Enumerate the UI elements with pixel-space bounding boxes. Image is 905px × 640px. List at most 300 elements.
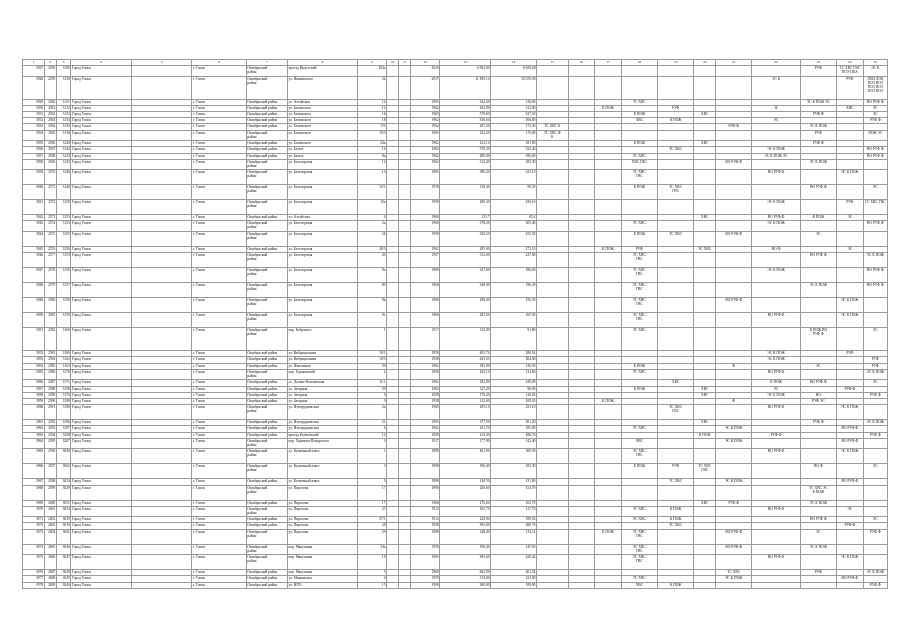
table-cell — [399, 130, 411, 141]
table-cell: 248,40 — [440, 529, 491, 544]
table-cell — [595, 328, 622, 351]
table-cell: 2569 — [44, 159, 56, 170]
table-cell: Октябрьский район — [246, 464, 287, 479]
table-cell: ТС ХВС — [621, 576, 657, 582]
table-cell — [752, 159, 800, 170]
table-cell: ВО РУФ Ф — [863, 147, 887, 153]
table-cell — [387, 449, 399, 464]
table-cell: ул. Белых — [287, 153, 357, 159]
table-cell: ТС ХВС ГВС — [621, 313, 657, 328]
table-cell: ул. Белозерская — [287, 253, 357, 268]
table-cell — [568, 253, 595, 268]
table-cell: Город Томск — [71, 328, 131, 351]
table-cell: Ф — [716, 398, 752, 404]
table-cell — [752, 438, 800, 449]
table-cell: 3153 — [56, 221, 71, 232]
table-cell — [837, 130, 864, 141]
table-cell: 3938 — [23, 159, 45, 170]
table-cell: ул. Белозерская — [287, 185, 357, 200]
table-cell: 3952 — [23, 351, 45, 357]
table-cell: 2560 — [44, 99, 56, 105]
table-cell: 133,7 — [440, 215, 491, 221]
table-cell: 1958 — [411, 200, 440, 215]
table-row — [23, 529, 888, 544]
table-cell — [568, 170, 595, 185]
table-cell: Октябрьский район — [246, 386, 287, 392]
table-cell: ХВС — [837, 105, 864, 111]
table-cell: 3941 — [23, 200, 45, 215]
table-cell: ТС ХВС — [621, 426, 657, 432]
table-cell: г. Томск — [192, 215, 246, 221]
table-cell — [752, 544, 800, 555]
table-cell: РУФ Ф — [863, 529, 887, 544]
table-cell: ул. Загорная — [287, 398, 357, 404]
table-cell: ул. Пирогова — [287, 517, 357, 523]
table-cell — [694, 529, 716, 544]
table-cell — [658, 253, 694, 268]
table-cell: Город Томск — [71, 576, 131, 582]
table-cell — [131, 529, 191, 544]
table-cell: Город Томск — [71, 357, 131, 363]
table-cell: ХВС — [694, 111, 716, 117]
table-cell: ТС ХВС ГВС — [621, 253, 657, 268]
table-cell: 173,30 — [491, 124, 537, 130]
table-cell — [131, 221, 191, 232]
table-cell: К ПОЖ — [621, 232, 657, 247]
table-cell: Октябрьский район — [246, 76, 287, 99]
table-cell: ВО РУФ Ф — [863, 99, 887, 105]
table-cell: ЭС К ПОЖ — [863, 570, 887, 576]
table-cell — [595, 438, 622, 449]
table-cell: 8а — [358, 268, 387, 283]
table-cell: 3932 — [23, 118, 45, 124]
table-cell — [537, 405, 568, 420]
table-cell: 2а — [358, 405, 387, 420]
table-cell — [595, 582, 622, 588]
table-cell — [716, 66, 752, 77]
table-cell: 120,03 — [491, 392, 537, 398]
table-cell: ЭС — [752, 118, 800, 124]
table-cell: 249,00 — [491, 380, 537, 386]
table-cell: 142,40 — [491, 438, 537, 449]
table-cell: Город Томск — [71, 438, 131, 449]
table-cell: ЭС — [863, 328, 887, 351]
table-cell: Город Томск — [71, 523, 131, 529]
table-cell: ХВС — [694, 392, 716, 398]
table-cell: 1962 — [411, 247, 440, 253]
table-cell: ВО РУФ Ф — [863, 153, 887, 159]
table-cell: 3929 — [23, 99, 45, 105]
table-cell: 13/1 — [358, 185, 387, 200]
table-row — [23, 130, 888, 141]
table-cell: Октябрьский район — [246, 232, 287, 247]
table-cell: пер. Горьковский — [287, 369, 357, 380]
table-cell: 3928 — [23, 76, 45, 99]
table-cell: 1958 — [411, 232, 440, 247]
table-cell: Октябрьский район — [246, 392, 287, 398]
table-cell: Октябрьский район — [246, 221, 287, 232]
table-row — [23, 232, 888, 247]
table-cell: 3939 — [23, 170, 45, 185]
table-cell: 1959 — [411, 576, 440, 582]
table-cell: РУФ — [800, 130, 836, 141]
table-cell — [595, 405, 622, 420]
table-cell: ВО РУФ Ф — [752, 170, 800, 185]
table-cell: К ПОЖ — [621, 185, 657, 200]
table-cell: ТС ХВС — [621, 369, 657, 380]
table-cell: 220,42 — [491, 555, 537, 570]
table-cell — [863, 159, 887, 170]
table-cell: 3964 — [23, 438, 45, 449]
table-cell: 2593 — [44, 426, 56, 432]
table-cell — [752, 185, 800, 200]
table-cell: 2581 — [44, 313, 56, 328]
table-cell: г. Томск — [192, 232, 246, 247]
table-cell — [752, 253, 800, 268]
table-cell: ул. Кузнечный взвоз — [287, 449, 357, 464]
table-cell: 142,60 — [440, 398, 491, 404]
table-cell: 96,00 — [491, 386, 537, 392]
table-cell: 24а — [358, 141, 387, 147]
table-cell: ЭС — [752, 386, 800, 392]
table-cell: Город Томск — [71, 124, 131, 130]
table-cell: 1962 — [411, 159, 440, 170]
table-cell — [694, 313, 716, 328]
table-cell — [716, 506, 752, 517]
table-cell — [399, 170, 411, 185]
table-cell: РУФ Ф — [800, 420, 836, 426]
table-cell: ХВС — [621, 438, 657, 449]
table-cell: 104а — [358, 66, 387, 77]
table-cell: Октябрьский район — [246, 582, 287, 588]
table-cell: К ПОЖ — [595, 529, 622, 544]
table-cell: К ПОЖ — [694, 432, 716, 438]
table-cell: Ф — [752, 105, 800, 111]
table-cell — [568, 449, 595, 464]
table-cell: Город Томск — [71, 386, 131, 392]
table-cell: 3948 — [23, 283, 45, 298]
table-cell: РУФ — [800, 66, 836, 77]
table-cell: РУФ Ф — [863, 582, 887, 588]
table-cell: К ПОЖ — [621, 363, 657, 369]
table-cell: 326,50 — [440, 232, 491, 247]
table-cell: Октябрьский район — [246, 170, 287, 185]
table-cell — [837, 253, 864, 268]
column-number: 9 — [358, 60, 387, 66]
table-cell: Октябрьский район — [246, 369, 287, 380]
table-cell: 256,60 — [440, 485, 491, 500]
table-cell: г. Томск — [192, 479, 246, 485]
table-cell: 2 — [358, 369, 387, 380]
table-cell: 2604 — [44, 529, 56, 544]
table-cell: 3136 — [56, 130, 71, 141]
table-cell — [694, 438, 716, 449]
table-cell: 327,60 — [440, 268, 491, 283]
table-cell: РУФ — [658, 464, 694, 479]
table-cell — [131, 170, 191, 185]
table-cell: г. Томск — [192, 506, 246, 517]
table-cell: 3156 — [56, 247, 71, 253]
table-cell: 295,00 — [440, 247, 491, 253]
table-cell: РУФ ЭС — [800, 398, 836, 404]
table-cell — [131, 438, 191, 449]
table-cell: 185,00 — [491, 426, 537, 432]
table-cell: 29 — [358, 529, 387, 544]
table-cell: 3029 — [56, 485, 71, 500]
table-cell: 1965 — [411, 420, 440, 426]
table-cell: 2608 — [44, 576, 56, 582]
table-cell: 9г — [358, 313, 387, 328]
table-cell: 3207 — [56, 438, 71, 449]
table-cell: 3031 — [56, 500, 71, 506]
table-cell: ВО Ф — [752, 247, 800, 253]
table-cell: РУФ Ф — [800, 141, 836, 147]
table-cell — [399, 298, 411, 313]
table-cell: 1962 — [411, 105, 440, 111]
table-cell: 1960 — [411, 221, 440, 232]
table-cell — [837, 369, 864, 380]
table-cell: К ПОЖ ВО РУФ Ф — [800, 328, 836, 351]
table-cell — [658, 130, 694, 141]
table-cell: 578,30 — [440, 147, 491, 153]
table-cell: Город Томск — [71, 351, 131, 357]
table-cell: Октябрьский район — [246, 124, 287, 130]
table-cell — [537, 506, 568, 517]
table-cell: ВО РУФ Ф — [752, 369, 800, 380]
table-cell — [399, 506, 411, 517]
table-cell — [595, 66, 622, 77]
table-cell: 1 — [358, 328, 387, 351]
table-cell — [387, 544, 399, 555]
table-cell: г. Томск — [192, 105, 246, 111]
table-cell — [131, 283, 191, 298]
column-number: 1 — [23, 60, 45, 66]
table-cell — [568, 185, 595, 200]
table-cell: г. Томск — [192, 363, 246, 369]
table-cell — [399, 268, 411, 283]
column-number: 4 — [71, 60, 131, 66]
table-cell: 91,80 — [491, 328, 537, 351]
table-cell: ул. Маяковская — [287, 576, 357, 582]
table-cell: 11/1 — [358, 380, 387, 386]
table-cell — [537, 529, 568, 544]
table-cell: 1917 — [411, 328, 440, 351]
table-cell: 523,40 — [491, 147, 537, 153]
table-cell: пер. Макушина — [287, 544, 357, 555]
table-cell: 3946 — [23, 253, 45, 268]
table-cell: 2578 — [44, 268, 56, 283]
table-cell: ЭС К ПОЖ — [800, 159, 836, 170]
table-cell: 189,90 — [491, 582, 537, 588]
table-cell — [694, 544, 716, 555]
table-row — [23, 544, 888, 555]
table-cell — [595, 544, 622, 555]
table-cell: 3156 — [56, 268, 71, 283]
table-cell — [752, 298, 800, 313]
table-cell: 3967 — [23, 479, 45, 485]
table-cell — [568, 76, 595, 99]
table-cell: 2596 — [44, 449, 56, 464]
table-cell — [568, 438, 595, 449]
table-cell: Октябрьский район — [246, 420, 287, 426]
table-cell: 305,40 — [491, 221, 537, 232]
table-cell: 185,00 — [440, 363, 491, 369]
table-cell: РУФ — [863, 357, 887, 363]
table-cell — [694, 159, 716, 170]
table-cell — [568, 66, 595, 77]
column-number: 5 — [131, 60, 191, 66]
table-cell: 6 — [358, 426, 387, 432]
table-cell — [694, 328, 716, 351]
table-cell — [131, 582, 191, 588]
table-cell: ЭС К ПОЖ — [800, 124, 836, 130]
table-cell: г. Томск — [192, 500, 246, 506]
table-cell — [568, 555, 595, 570]
table-cell: Октябрьский район — [246, 141, 287, 147]
table-cell: ЭС К ПОЖ — [752, 357, 800, 363]
table-cell: 3160 — [56, 351, 71, 357]
table-cell: ТС ХВС ГВС — [658, 185, 694, 200]
table-cell: 2580 — [44, 298, 56, 313]
table-cell: 1960 — [411, 313, 440, 328]
table-cell: РУФ — [800, 570, 836, 576]
table-row — [23, 405, 888, 420]
table-cell: ТС ХВС — [621, 328, 657, 351]
table-cell — [800, 506, 836, 517]
table-cell: 18 — [358, 555, 387, 570]
table-cell — [863, 555, 887, 570]
table-cell: ЭС К ПОЖ — [800, 544, 836, 555]
table-cell: ТС ХВС — [658, 232, 694, 247]
table-cell: Октябрьский район — [246, 153, 287, 159]
table-cell: 663,00 — [440, 570, 491, 576]
table-cell: ул. Белозерская — [287, 313, 357, 328]
table-cell — [863, 485, 887, 500]
table-cell: 253,10 — [491, 405, 537, 420]
table-row — [23, 555, 888, 570]
table-cell: 3041 — [56, 529, 71, 544]
table-cell — [716, 555, 752, 570]
housing-table — [22, 59, 888, 589]
table-cell: 21 — [358, 420, 387, 426]
table-cell: Город Томск — [71, 544, 131, 555]
table-cell — [716, 485, 752, 500]
table-cell — [800, 449, 836, 464]
table-cell: 34а — [358, 544, 387, 555]
table-cell: 342,30 — [440, 99, 491, 105]
table-cell: 85,4 — [491, 215, 537, 221]
table-cell: 2571 — [44, 185, 56, 200]
table-cell — [658, 485, 694, 500]
table-cell: г. Томск — [192, 66, 246, 77]
table-cell: ул. Белозерская — [287, 268, 357, 283]
table-cell: 109,20 — [491, 398, 537, 404]
table-cell: 2562 — [44, 111, 56, 117]
table-cell: ул. Белинского — [287, 118, 357, 124]
table-cell: Город Томск — [71, 363, 131, 369]
table-cell: ВО РУФ Ф — [837, 576, 864, 582]
table-cell: г. Томск — [192, 420, 246, 426]
table-cell: Город Томск — [71, 159, 131, 170]
table-cell: Город Томск — [71, 298, 131, 313]
table-cell — [716, 253, 752, 268]
table-cell — [399, 529, 411, 544]
table-cell: г. Томск — [192, 283, 246, 298]
table-cell — [537, 221, 568, 232]
table-cell: К ПОЖ — [621, 111, 657, 117]
table-cell: 1958 — [411, 369, 440, 380]
table-cell — [863, 405, 887, 420]
table-cell — [387, 253, 399, 268]
table-cell: Октябрьский район — [246, 398, 287, 404]
table-cell: Октябрьский район — [246, 500, 287, 506]
table-cell: 185,30 — [491, 464, 537, 479]
table-cell — [800, 369, 836, 380]
table-cell — [537, 159, 568, 170]
table-cell — [800, 438, 836, 449]
table-cell: 2590 — [44, 398, 56, 404]
column-number: 2 — [44, 60, 56, 66]
table-cell: Город Томск — [71, 153, 131, 159]
table-cell: 2585 — [44, 363, 56, 369]
table-cell: 17 — [358, 485, 387, 500]
table-cell — [716, 313, 752, 328]
table-cell: 3131 — [56, 99, 71, 105]
table-row — [23, 283, 888, 298]
table-cell: ХВС — [694, 386, 716, 392]
table-cell: РУФ Ф — [716, 500, 752, 506]
table-cell — [568, 405, 595, 420]
table-cell — [568, 582, 595, 588]
table-cell: 165,50 — [491, 313, 537, 328]
table-cell — [837, 529, 864, 544]
table-cell: 292,90 — [440, 380, 491, 386]
table-cell: 6 639,00 — [491, 66, 537, 77]
table-cell: Город Томск — [71, 147, 131, 153]
table-cell: 231,70 — [440, 426, 491, 432]
table-cell: 405,74 — [440, 351, 491, 357]
table-cell: г. Томск — [192, 130, 246, 141]
table-cell: ЭС К ПОЖ — [837, 170, 864, 185]
table-cell — [595, 449, 622, 464]
table-cell — [752, 283, 800, 298]
table-cell: 2591 — [44, 405, 56, 420]
table-cell — [621, 200, 657, 215]
table-cell — [387, 232, 399, 247]
table-cell — [568, 283, 595, 298]
table-cell: 8б — [358, 283, 387, 298]
table-cell — [399, 485, 411, 500]
table-cell: Октябрьский район — [246, 555, 287, 570]
table-cell: ВО РУФ Ф — [752, 405, 800, 420]
table-cell: Октябрьский район — [246, 405, 287, 420]
table-row — [23, 313, 888, 328]
table-cell: 12 — [358, 99, 387, 105]
table-cell — [399, 221, 411, 232]
table-cell: 3931 — [23, 111, 45, 117]
table-cell — [800, 555, 836, 570]
table-cell: 413,30 — [440, 432, 491, 438]
table-cell — [387, 582, 399, 588]
table-cell: г. Томск — [192, 405, 246, 420]
table-cell: 3978 — [23, 582, 45, 588]
table-cell: 1965 — [411, 130, 440, 141]
table-cell: 1912 — [411, 517, 440, 523]
column-number: 11 — [399, 60, 411, 66]
table-cell: ВО РУФ Ф — [800, 253, 836, 268]
table-cell: 223,10 — [440, 141, 491, 147]
table-cell: г. Томск — [192, 118, 246, 124]
